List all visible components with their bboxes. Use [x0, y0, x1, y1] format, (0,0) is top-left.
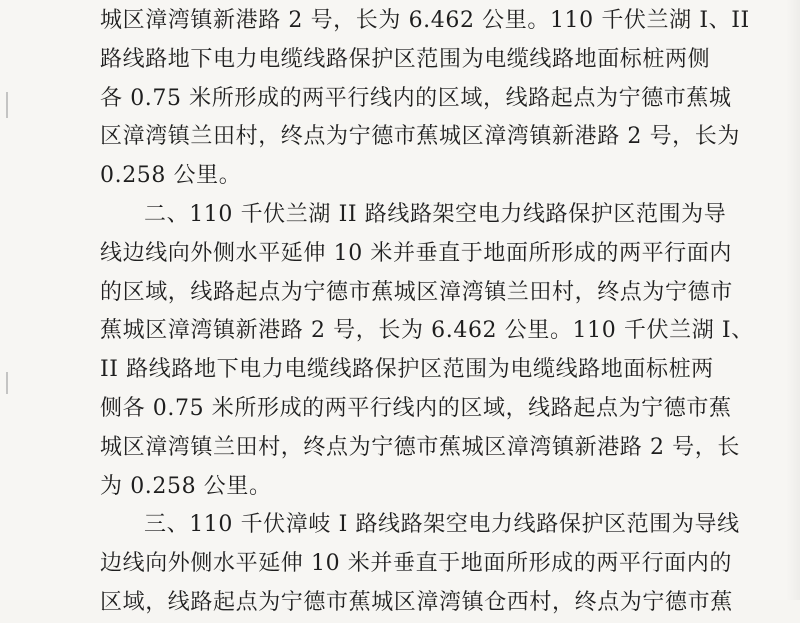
text-line: 路线路地下电力电缆线路保护区范围为电缆线路地面标桩两侧 [100, 46, 711, 72]
left-margin-mark [6, 372, 8, 394]
text-line: 区域，线路起点为宁德市蕉城区漳湾镇仓西村，终点为宁德市蕉 [100, 589, 733, 615]
paragraph-start-line: 三、110 千伏漳岐 I 路线路架空电力线路保护区范围为导线 [144, 512, 740, 538]
text-line: 区漳湾镇兰田村，终点为宁德市蕉城区漳湾镇新港路 2 号，长为 [100, 124, 740, 150]
text-line: 城区漳湾镇兰田村，终点为宁德市蕉城区漳湾镇新港路 2 号，长 [100, 434, 740, 460]
text-line: 各 0.75 米所形成的两平行线内的区域，线路起点为宁德市蕉城 [100, 85, 732, 111]
paragraph-start-line: 二、110 千伏兰湖 II 路线路架空电力线路保护区范围为导 [144, 201, 727, 227]
text-line: 边线向外侧水平延伸 10 米并垂直于地面所形成的两平行面内的 [100, 551, 732, 577]
text-line: 蕉城区漳湾镇新港路 2 号，长为 6.462 公里。110 千伏兰湖 I、 [100, 318, 754, 344]
document-body [100, 2, 754, 623]
text-line: 的区域，线路起点为宁德市蕉城区漳湾镇兰田村，终点为宁德市 [100, 279, 733, 305]
text-line: 线边线向外侧水平延伸 10 米并垂直于地面所形成的两平行面内 [100, 240, 732, 266]
text-line: 为 0.258 公里。 [100, 473, 272, 499]
text-line: 侧各 0.75 米所形成的两平行线内的区域，线路起点为宁德市蕉 [100, 395, 732, 421]
left-margin-mark [6, 92, 8, 118]
text-line: II 路线路地下电力电缆线路保护区范围为电缆线路地面标桩两 [100, 357, 714, 383]
text-line: 城区漳湾镇新港路 2 号，长为 6.462 公里。110 千伏兰湖 I、II [100, 8, 750, 33]
scan-edge-shadow [786, 0, 800, 600]
text-line: 0.258 公里。 [100, 163, 242, 189]
